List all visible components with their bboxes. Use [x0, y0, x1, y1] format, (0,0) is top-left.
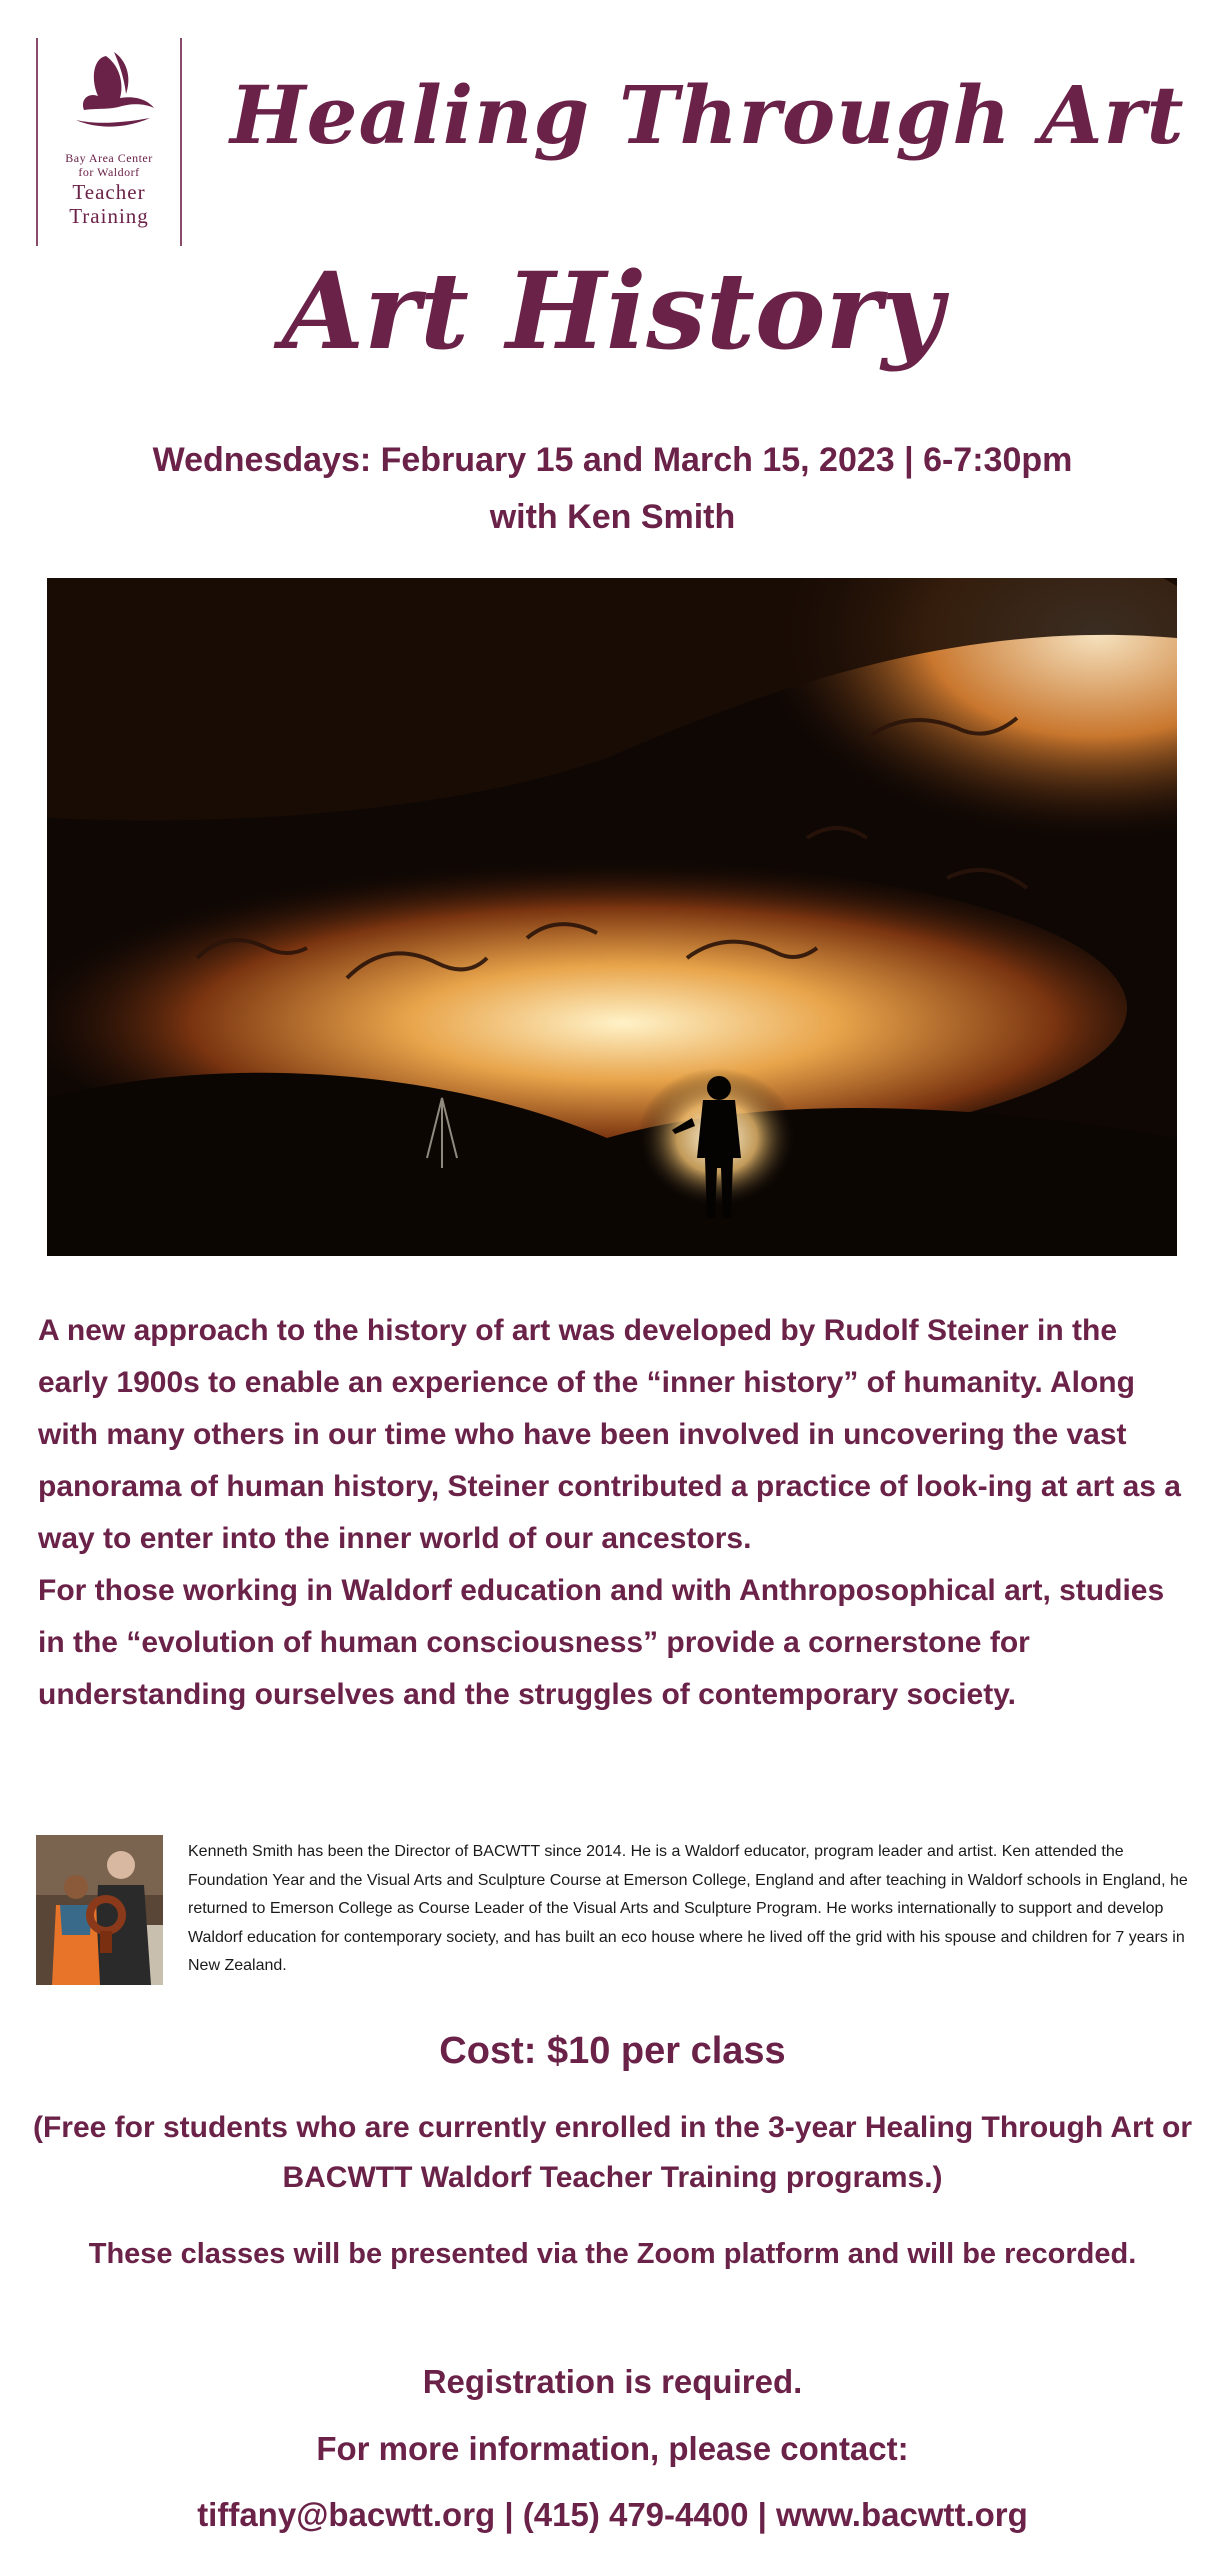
contact-line[interactable]: tiffany@bacwtt.org | (415) 479-4400 | www.bacwtt.org	[197, 2496, 1028, 2533]
organization-logo	[36, 38, 182, 246]
course-description	[38, 1305, 1188, 1721]
description-paragraph-2: For those working in Waldorf education and with Anthroposophical art, studies in the “evolution of human consciousness” provide a cornerstone for understanding ourselves and the struggles of contemporary society.	[38, 1574, 1165, 1711]
schedule-instructor: with Ken Smith	[489, 498, 736, 536]
logo-line-4: Training	[69, 203, 149, 228]
cost-note: (Free for students who are currently enrolled in the 3-year Healing Through Art or BACWTT Waldorf Teacher Training programs.)	[32, 2111, 1193, 2194]
cave-painting-photo	[47, 578, 1177, 1256]
schedule	[0, 432, 1225, 546]
logo-line-1: Bay Area Center	[65, 151, 153, 165]
description-paragraph-1: A new approach to the history of art was developed by Rudolf Steiner in the early 1900s to enable an experience of the “inner history” of humanity. Along with many others in our time who have been involved in uncovering the vast panorama of human history, Steiner contributed a practice of look-ing at art as a way to enter into the inner world of our ancestors.	[38, 1314, 1181, 1555]
logo-line-2: for Waldorf	[78, 164, 140, 179]
registration-required: Registration is required.	[422, 2363, 803, 2400]
instructor-photo	[36, 1835, 163, 1985]
bird-wing-icon	[54, 48, 164, 148]
cost-label: Cost: $10 per class	[439, 2030, 786, 2072]
more-info-label: For more information, please contact:	[316, 2430, 909, 2467]
schedule-dates: Wednesdays: February 15 and March 15, 2023 | 6-7:30pm	[152, 441, 1073, 479]
logo-line-3: Teacher	[72, 179, 146, 204]
page-title: Healing Through Art	[230, 68, 1185, 162]
page-subtitle: Art History	[281, 248, 944, 373]
instructor-bio: Kenneth Smith has been the Director of BACWTT since 2014. He is a Waldorf educator, program leader and artist. Ken attended the Foundation Year and the Visual Arts and Sculpture Course at Emerson College, England and after teaching in Waldorf schools in England, he returned to Emerson College as Course Leader of the Visual Arts and Sculpture Program. He works internationally to support and develop Waldorf education for contemporary society, and has built an eco house where he lived off the grid with his spouse and children for 7 years in New Zealand.	[188, 1843, 1188, 1974]
format-note: These classes will be presented via the Zoom platform and will be recorded.	[88, 2238, 1137, 2270]
